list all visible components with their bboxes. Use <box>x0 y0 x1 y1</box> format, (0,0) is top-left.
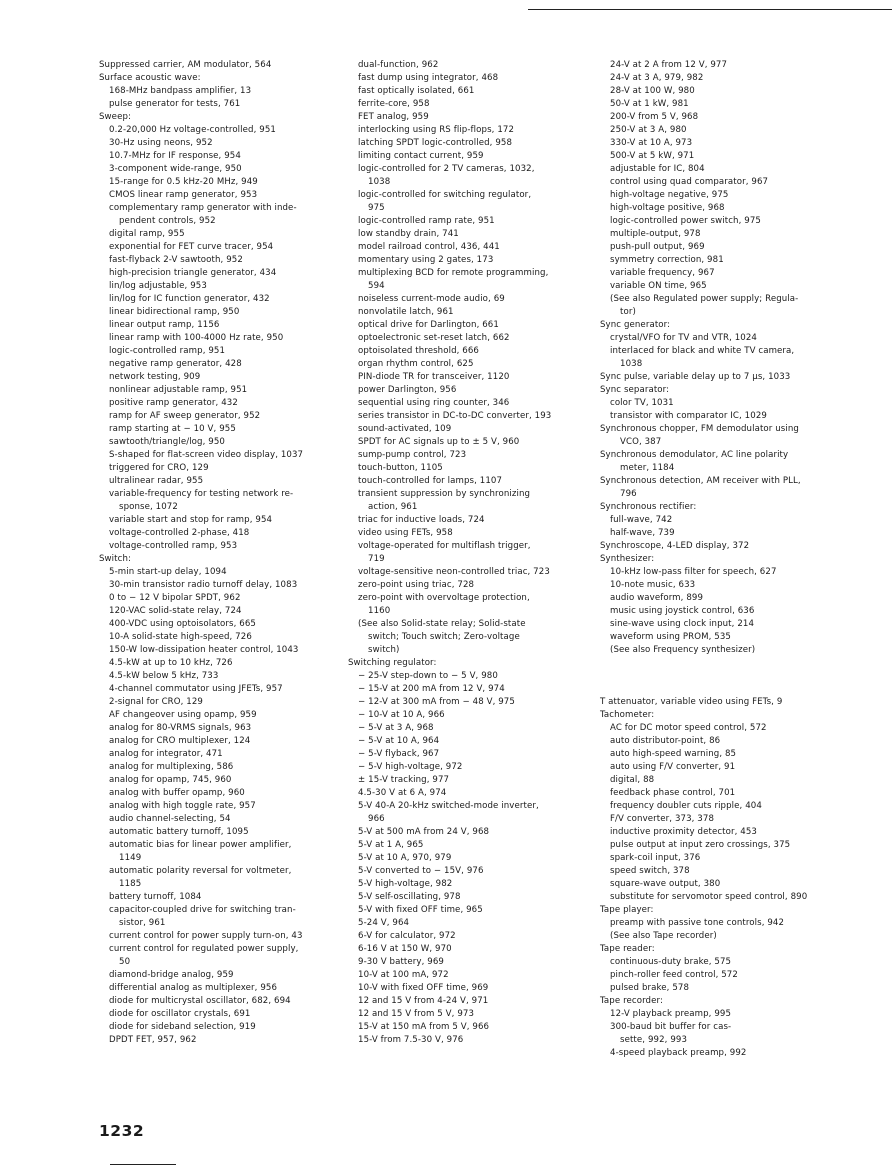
index-subentry: diamond-bridge analog, 959 <box>109 970 234 980</box>
index-subentry: 30-min transistor radio turnoff delay, 1083 <box>109 580 298 590</box>
index-subentry: power Darlington, 956 <box>358 385 457 395</box>
index-heading <box>600 683 840 696</box>
index-subentry: waveform using PROM, 535 <box>610 632 731 642</box>
index-subentry: speed switch, 378 <box>610 866 690 876</box>
index-subentry: sawtooth/triangle/log, 950 <box>109 437 225 447</box>
index-continuation: 1149 <box>119 853 142 863</box>
index-subentry: 4.5-kW below 5 kHz, 733 <box>109 671 219 681</box>
page-number: 1232 <box>99 1122 145 1140</box>
index-continuation: 966 <box>368 814 385 824</box>
index-subentry: 12-V playback preamp, 995 <box>610 1009 732 1019</box>
index-subentry: 10-A solid-state high-speed, 726 <box>109 632 252 642</box>
index-continuation: action, 961 <box>368 502 418 512</box>
index-subentry: auto high-speed warning, 85 <box>610 749 737 759</box>
index-subentry: nonlinear adjustable ramp, 951 <box>109 385 248 395</box>
index-subentry: 5-V self-oscillating, 978 <box>358 892 461 902</box>
index-heading: T attenuator, variable video using FETs, 9 <box>600 697 783 707</box>
index-subentry: − 5-V flyback, 967 <box>358 749 440 759</box>
index-subentry: FET analog, 959 <box>358 112 429 122</box>
index-heading: Sweep: <box>99 112 132 122</box>
index-subentry: triac for inductive loads, 724 <box>358 515 485 525</box>
index-subentry: crystal/VFO for TV and VTR, 1024 <box>610 333 757 343</box>
index-subentry: digital, 88 <box>610 775 655 785</box>
index-subentry: analog for integrator, 471 <box>109 749 223 759</box>
index-subentry: 400-VDC using optoisolators, 665 <box>109 619 256 629</box>
index-subentry: 150-W low-dissipation heater control, 1043 <box>109 645 299 655</box>
index-heading: Switching regulator: <box>348 658 437 668</box>
index-subentry: (See also Regulated power supply; Regula- <box>610 294 799 304</box>
index-subentry: low standby drain, 741 <box>358 229 459 239</box>
index-subentry: linear ramp with 100-4000 Hz rate, 950 <box>109 333 284 343</box>
index-subentry: auto using F/V converter, 91 <box>610 762 736 772</box>
index-subentry: pinch-roller feed control, 572 <box>610 970 738 980</box>
index-subentry: auto distributor-point, 86 <box>610 736 721 746</box>
index-subentry: ferrite-core, 958 <box>358 99 430 109</box>
index-subentry: optoisolated threshold, 666 <box>358 346 479 356</box>
index-subentry: CMOS linear ramp generator, 953 <box>109 190 258 200</box>
index-subentry: 4.5-kW at up to 10 kHz, 726 <box>109 658 233 668</box>
index-subentry: limiting contact current, 959 <box>358 151 484 161</box>
index-subentry: high-voltage negative, 975 <box>610 190 729 200</box>
index-subentry: (See also Tape recorder) <box>610 931 717 941</box>
index-subentry: pulse output at input zero crossings, 375 <box>610 840 791 850</box>
index-subentry: interlocking using RS flip-flops, 172 <box>358 125 515 135</box>
index-subentry: sine-wave using clock input, 214 <box>610 619 755 629</box>
index-subentry: 10.7-MHz for IF response, 954 <box>109 151 241 161</box>
index-subentry: complementary ramp generator with inde- <box>109 203 297 213</box>
index-subentry: multiplexing BCD for remote programming, <box>358 268 549 278</box>
index-subentry: ramp starting at − 10 V, 955 <box>109 424 236 434</box>
index-subentry: noiseless current-mode audio, 69 <box>358 294 505 304</box>
index-subentry: (See also Solid-state relay; Solid-state <box>358 619 526 629</box>
index-subentry: 4-speed playback preamp, 992 <box>610 1048 747 1058</box>
index-continuation: 1038 <box>368 177 391 187</box>
index-subentry: continuous-duty brake, 575 <box>610 957 732 967</box>
index-subentry: substitute for servomotor speed control, 890 <box>610 892 808 902</box>
index-subentry: 24-V at 3 A, 979, 982 <box>610 73 704 83</box>
index-subentry: 30-Hz using neons, 952 <box>109 138 213 148</box>
index-subentry: control using quad comparator, 967 <box>610 177 769 187</box>
index-subentry: analog with buffer opamp, 960 <box>109 788 245 798</box>
index-heading: Tape recorder: <box>600 996 663 1006</box>
index-subentry: analog for opamp, 745, 960 <box>109 775 232 785</box>
index-subentry: PIN-diode TR for transceiver, 1120 <box>358 372 510 382</box>
index-subentry: lin/log adjustable, 953 <box>109 281 207 291</box>
index-heading: Tachometer: <box>600 710 655 720</box>
index-subentry: 10-note music, 633 <box>610 580 696 590</box>
index-subentry: 12 and 15 V from 5 V, 973 <box>358 1009 475 1019</box>
index-subentry: feedback phase control, 701 <box>610 788 736 798</box>
index-subentry: variable ON time, 965 <box>610 281 707 291</box>
index-subentry: music using joystick control, 636 <box>610 606 755 616</box>
index-subentry: − 25-V step-down to − 5 V, 980 <box>358 671 498 681</box>
index-subentry: diode for sideband selection, 919 <box>109 1022 256 1032</box>
index-subentry: 250-V at 3 A, 980 <box>610 125 687 135</box>
index-subentry: (See also Frequency synthesizer) <box>610 645 756 655</box>
index-subentry: fast-flyback 2-V sawtooth, 952 <box>109 255 243 265</box>
index-continuation: meter, 1184 <box>620 463 675 473</box>
index-subentry: symmetry correction, 981 <box>610 255 724 265</box>
index-subentry: 5-V at 500 mA from 24 V, 968 <box>358 827 490 837</box>
index-continuation: 1038 <box>620 359 643 369</box>
index-subentry: dual-function, 962 <box>358 60 439 70</box>
index-continuation: tor) <box>620 307 636 317</box>
index-subentry: logic-controlled for switching regulator, <box>358 190 532 200</box>
index-subentry: optical drive for Darlington, 661 <box>358 320 499 330</box>
index-subentry: triggered for CRO, 129 <box>109 463 209 473</box>
index-subentry: voltage-sensitive neon-controlled triac, 723 <box>358 567 550 577</box>
index-heading: Switch: <box>99 554 132 564</box>
index-subentry: color TV, 1031 <box>610 398 674 408</box>
index-subentry: logic-controlled for 2 TV cameras, 1032, <box>358 164 535 174</box>
index-subentry: capacitor-coupled drive for switching tran- <box>109 905 296 915</box>
index-subentry: diode for multicrystal oscillator, 682, 694 <box>109 996 291 1006</box>
index-subentry: AC for DC motor speed control, 572 <box>610 723 767 733</box>
index-subentry: current control for regulated power supply, <box>109 944 299 954</box>
index-subentry: sump-pump control, 723 <box>358 450 467 460</box>
index-subentry: 500-V at 5 kW, 971 <box>610 151 695 161</box>
index-subentry: 5-V 40-A 20-kHz switched-mode inverter, <box>358 801 539 811</box>
index-subentry: latching SPDT logic-controlled, 958 <box>358 138 513 148</box>
index-subentry: 0 to − 12 V bipolar SPDT, 962 <box>109 593 241 603</box>
index-subentry: sequential using ring counter, 346 <box>358 398 510 408</box>
index-subentry: 10-kHz low-pass filter for speech, 627 <box>610 567 777 577</box>
index-subentry: automatic bias for linear power amplifier, <box>109 840 292 850</box>
index-heading: Synchronous chopper, FM demodulator using <box>600 424 799 434</box>
index-subentry: − 15-V at 200 mA from 12 V, 974 <box>358 684 505 694</box>
index-heading: Synthesizer: <box>600 554 655 564</box>
index-subentry: spark-coil input, 376 <box>610 853 701 863</box>
index-subentry: 330-V at 10 A, 973 <box>610 138 693 148</box>
index-subentry: voltage-operated for multiflash trigger, <box>358 541 531 551</box>
index-subentry: half-wave, 739 <box>610 528 675 538</box>
top-rule <box>528 9 892 10</box>
index-continuation: pendent controls, 952 <box>119 216 216 226</box>
index-subentry: model railroad control, 436, 441 <box>358 242 500 252</box>
index-heading: Sync separator: <box>600 385 670 395</box>
index-subentry: positive ramp generator, 432 <box>109 398 238 408</box>
index-subentry: − 5-V at 3 A, 968 <box>358 723 434 733</box>
index-subentry: high-precision triangle generator, 434 <box>109 268 277 278</box>
index-subentry: logic-controlled ramp, 951 <box>109 346 226 356</box>
index-continuation: sette, 992, 993 <box>620 1035 688 1045</box>
index-subentry: 6-16 V at 150 W, 970 <box>358 944 452 954</box>
index-subentry: network testing, 909 <box>109 372 201 382</box>
index-subentry: lin/log for IC function generator, 432 <box>109 294 270 304</box>
index-subentry: automatic battery turnoff, 1095 <box>109 827 249 837</box>
index-column-2 <box>348 59 588 1047</box>
index-subentry: voltage-controlled ramp, 953 <box>109 541 238 551</box>
index-continuation: sponse, 1072 <box>119 502 178 512</box>
index-subentry: high-voltage positive, 968 <box>610 203 725 213</box>
index-subentry: momentary using 2 gates, 173 <box>358 255 494 265</box>
index-subentry: multiple-output, 978 <box>610 229 701 239</box>
index-subentry: 5-min start-up delay, 1094 <box>109 567 227 577</box>
index-heading: Sync pulse, variable delay up to 7 µs, 1033 <box>600 372 791 382</box>
index-subentry: ultralinear radar, 955 <box>109 476 204 486</box>
index-subentry: 3-component wide-range, 950 <box>109 164 242 174</box>
index-subentry: 2-signal for CRO, 129 <box>109 697 203 707</box>
index-subentry: sound-activated, 109 <box>358 424 452 434</box>
index-subentry: audio waveform, 899 <box>610 593 704 603</box>
index-subentry: S-shaped for flat-screen video display, 1037 <box>109 450 304 460</box>
index-subentry: analog for CRO multiplexer, 124 <box>109 736 251 746</box>
index-heading: Suppressed carrier, AM modulator, 564 <box>99 60 272 70</box>
index-subentry: 10-V with fixed OFF time, 969 <box>358 983 489 993</box>
index-subentry: − 5-V at 10 A, 964 <box>358 736 440 746</box>
index-heading: Tape reader: <box>600 944 655 954</box>
index-subentry: linear bidirectional ramp, 950 <box>109 307 240 317</box>
index-subentry: digital ramp, 955 <box>109 229 185 239</box>
index-subentry: 0.2-20,000 Hz voltage-controlled, 951 <box>109 125 276 135</box>
index-heading: Synchronous demodulator, AC line polarity <box>600 450 789 460</box>
index-subentry: 120-VAC solid-state relay, 724 <box>109 606 242 616</box>
index-subentry: − 12-V at 300 mA from − 48 V, 975 <box>358 697 515 707</box>
index-subentry: 5-V converted to − 15V, 976 <box>358 866 484 876</box>
index-subentry: exponential for FET curve tracer, 954 <box>109 242 274 252</box>
index-subentry: transistor with comparator IC, 1029 <box>610 411 767 421</box>
index-subentry: fast optically isolated, 661 <box>358 86 475 96</box>
index-subentry: 6-V for calculator, 972 <box>358 931 456 941</box>
index-subentry: inductive proximity detector, 453 <box>610 827 757 837</box>
index-subentry: 50-V at 1 kW, 981 <box>610 99 689 109</box>
index-heading <box>600 670 840 683</box>
index-subentry: diode for oscillator crystals, 691 <box>109 1009 251 1019</box>
index-subentry: 300-baud bit buffer for cas- <box>610 1022 732 1032</box>
index-subentry: zero-point using triac, 728 <box>358 580 475 590</box>
index-subentry: 200-V from 5 V, 968 <box>610 112 699 122</box>
index-subentry: − 10-V at 10 A, 966 <box>358 710 445 720</box>
index-subentry: 5-V high-voltage, 982 <box>358 879 453 889</box>
index-subentry: 15-V at 150 mA from 5 V, 966 <box>358 1022 490 1032</box>
index-heading <box>600 657 840 670</box>
index-heading: Synchronous rectifier: <box>600 502 697 512</box>
index-subentry: 5-V at 10 A, 970, 979 <box>358 853 452 863</box>
index-subentry: 9-30 V battery, 969 <box>358 957 444 967</box>
index-subentry: 28-V at 100 W, 980 <box>610 86 695 96</box>
index-subentry: 10-V at 100 mA, 972 <box>358 970 449 980</box>
index-continuation: switch) <box>368 645 400 655</box>
index-column-1 <box>99 59 334 1047</box>
index-subentry: negative ramp generator, 428 <box>109 359 242 369</box>
index-subentry: series transistor in DC-to-DC converter, 193 <box>358 411 552 421</box>
index-subentry: linear output ramp, 1156 <box>109 320 220 330</box>
index-subentry: touch-controlled for lamps, 1107 <box>358 476 503 486</box>
index-subentry: DPDT FET, 957, 962 <box>109 1035 197 1045</box>
index-subentry: 12 and 15 V from 4-24 V, 971 <box>358 996 489 1006</box>
index-subentry: pulse generator for tests, 761 <box>109 99 241 109</box>
index-subentry: current control for power supply turn-on, 43 <box>109 931 303 941</box>
index-subentry: 168-MHz bandpass amplifier, 13 <box>109 86 252 96</box>
index-subentry: F/V converter, 373, 378 <box>610 814 715 824</box>
index-subentry: transient suppression by synchronizing <box>358 489 531 499</box>
index-subentry: 5-V at 1 A, 965 <box>358 840 424 850</box>
index-subentry: variable frequency, 967 <box>610 268 715 278</box>
index-subentry: interlaced for black and white TV camera, <box>610 346 795 356</box>
index-subentry: 24-V at 2 A from 12 V, 977 <box>610 60 728 70</box>
index-subentry: ramp for AF sweep generator, 952 <box>109 411 261 421</box>
index-continuation: sistor, 961 <box>119 918 166 928</box>
index-subentry: voltage-controlled 2-phase, 418 <box>109 528 250 538</box>
index-subentry: frequency doubler cuts ripple, 404 <box>610 801 762 811</box>
index-subentry: preamp with passive tone controls, 942 <box>610 918 785 928</box>
index-subentry: analog for multiplexing, 586 <box>109 762 234 772</box>
index-heading: Synchroscope, 4-LED display, 372 <box>600 541 750 551</box>
index-continuation: switch; Touch switch; Zero-voltage <box>368 632 520 642</box>
index-continuation: 796 <box>620 489 637 499</box>
index-subentry: analog for 80-VRMS signals, 963 <box>109 723 252 733</box>
index-subentry: 5-V with fixed OFF time, 965 <box>358 905 483 915</box>
index-subentry: battery turnoff, 1084 <box>109 892 202 902</box>
index-subentry: variable start and stop for ramp, 954 <box>109 515 273 525</box>
index-heading: Tape player: <box>600 905 654 915</box>
index-subentry: pulsed brake, 578 <box>610 983 690 993</box>
index-continuation: 1160 <box>368 606 391 616</box>
index-subentry: 5-24 V, 964 <box>358 918 410 928</box>
index-subentry: automatic polarity reversal for voltmeter, <box>109 866 292 876</box>
index-column-3 <box>600 59 840 1060</box>
index-subentry: full-wave, 742 <box>610 515 673 525</box>
index-subentry: logic-controlled power switch, 975 <box>610 216 761 226</box>
index-subentry: variable-frequency for testing network re- <box>109 489 294 499</box>
index-subentry: fast dump using integrator, 468 <box>358 73 499 83</box>
index-subentry: 15-range for 0.5 kHz-20 MHz, 949 <box>109 177 258 187</box>
index-subentry: push-pull output, 969 <box>610 242 705 252</box>
index-subentry: 4-channel commutator using JFETs, 957 <box>109 684 283 694</box>
index-heading: Surface acoustic wave: <box>99 73 201 83</box>
index-continuation: 50 <box>119 957 131 967</box>
index-continuation: 1185 <box>119 879 142 889</box>
index-heading: Sync generator: <box>600 320 671 330</box>
index-subentry: organ rhythm control, 625 <box>358 359 474 369</box>
index-continuation: 594 <box>368 281 385 291</box>
bottom-rule <box>110 1164 176 1165</box>
index-continuation: VCO, 387 <box>620 437 662 447</box>
index-subentry: optoelectronic set-reset latch, 662 <box>358 333 510 343</box>
index-subentry: zero-point with overvoltage protection, <box>358 593 530 603</box>
index-subentry: analog with high toggle rate, 957 <box>109 801 256 811</box>
index-subentry: differential analog as multiplexer, 956 <box>109 983 278 993</box>
index-subentry: audio channel-selecting, 54 <box>109 814 231 824</box>
index-subentry: nonvolatile latch, 961 <box>358 307 454 317</box>
index-subentry: 15-V from 7.5-30 V, 976 <box>358 1035 464 1045</box>
index-subentry: ± 15-V tracking, 977 <box>358 775 450 785</box>
index-continuation: 975 <box>368 203 385 213</box>
index-subentry: logic-controlled ramp rate, 951 <box>358 216 495 226</box>
index-subentry: square-wave output, 380 <box>610 879 721 889</box>
index-subentry: − 5-V high-voltage, 972 <box>358 762 463 772</box>
index-subentry: video using FETs, 958 <box>358 528 453 538</box>
index-subentry: 4.5-30 V at 6 A, 974 <box>358 788 447 798</box>
index-subentry: adjustable for IC, 804 <box>610 164 705 174</box>
index-continuation: 719 <box>368 554 385 564</box>
index-subentry: SPDT for AC signals up to ± 5 V, 960 <box>358 437 520 447</box>
index-heading: Synchronous detection, AM receiver with PLL, <box>600 476 801 486</box>
index-subentry: touch-button, 1105 <box>358 463 443 473</box>
index-subentry: AF changeover using opamp, 959 <box>109 710 257 720</box>
